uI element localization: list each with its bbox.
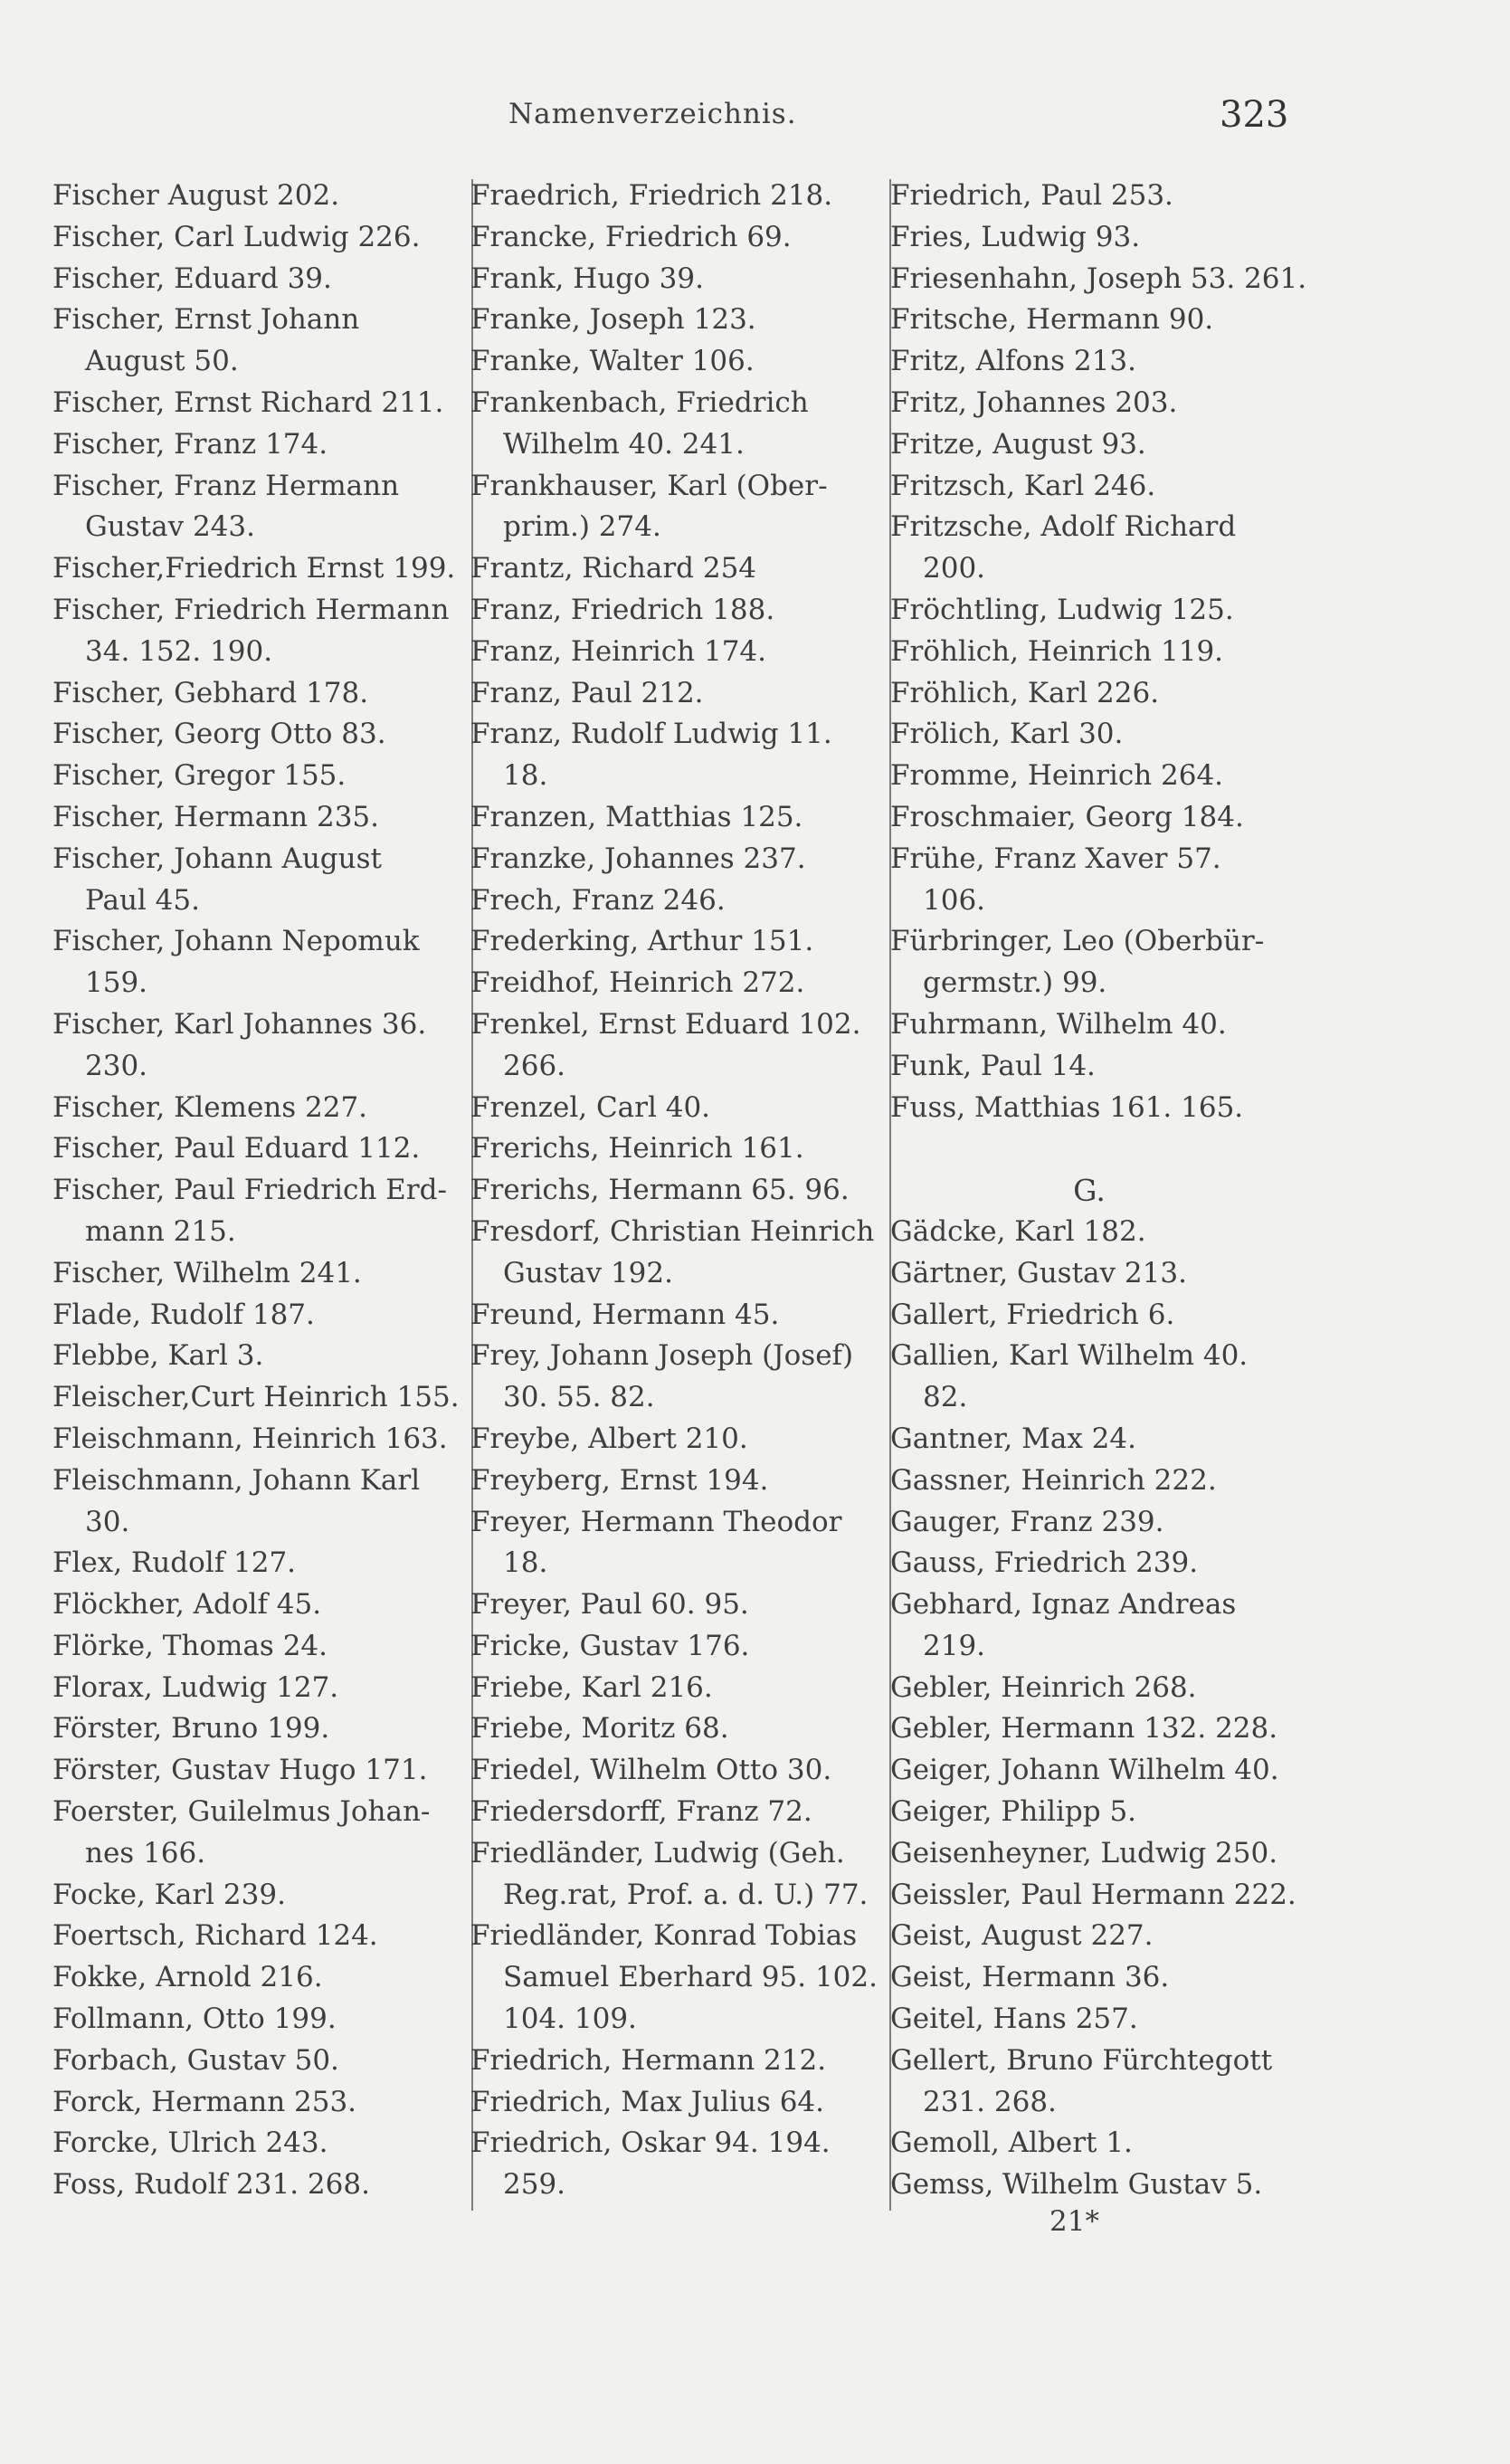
index-entry-continuation: prim.) 274. [503,510,661,544]
index-entry: Frey, Johann Joseph (Josef) [470,1339,854,1373]
index-entry: Fischer,Friedrich Ernst 199. [52,552,456,585]
index-column-2 [470,176,878,2206]
index-entry: Friedrich, Oskar 94. 194. [470,2126,831,2160]
index-entry-continuation: Samuel Eberhard 95. 102. [503,1961,878,1994]
index-entry: Flade, Rudolf 187. [52,1298,315,1331]
index-entry: Franke, Joseph 123. [470,303,756,337]
index-entry: Friedrich, Paul 253. [890,179,1173,212]
index-entry: Geiger, Philipp 5. [890,1795,1137,1829]
index-entry: Fischer, Hermann 235. [52,800,380,833]
index-entry: Gellert, Bruno Fürchtegott [890,2043,1273,2077]
index-entry-continuation: 106. [923,883,986,917]
index-entry: Fischer, Franz Hermann [52,469,400,502]
index-entry: Fries, Ludwig 93. [890,220,1141,253]
index-entry: Freidhof, Heinrich 272. [470,966,805,1000]
index-entry-continuation: August 50. [85,345,239,378]
index-entry: Friedersdorff, Franz 72. [470,1795,812,1829]
index-entry: Fresdorf, Christian Heinrich [470,1214,875,1248]
index-entry: Friedländer, Ludwig (Geh. [470,1836,845,1869]
index-entry-continuation: germstr.) 99. [923,966,1107,1000]
index-entry: Freyer, Hermann Theodor [470,1505,842,1538]
index-entry-continuation: Gustav 192. [503,1256,673,1289]
index-entry: Fischer, Friedrich Hermann [52,593,450,626]
index-entry: Fokke, Arnold 216. [52,1961,323,1994]
index-entry-continuation: Reg.rat, Prof. a. d. U.) 77. [503,1878,869,1911]
index-entry-continuation: Paul 45. [85,883,200,917]
index-entry: Fischer, Klemens 227. [52,1090,368,1124]
index-entry-continuation: 230. [85,1049,148,1082]
index-entry: Fritsche, Hermann 90. [890,303,1214,337]
index-entry: Fischer, Carl Ludwig 226. [52,220,421,253]
index-entry: Froschmaier, Georg 184. [890,800,1244,833]
index-entry: Fischer, Wilhelm 241. [52,1256,362,1289]
index-entry: Fritzsche, Adolf Richard [890,510,1237,544]
index-entry-continuation: 30. [85,1505,130,1538]
index-entry: Foertsch, Richard 124. [52,1919,378,1953]
index-entry: Foerster, Guilelmus Johan- [52,1795,431,1829]
index-entry: Franzke, Johannes 237. [470,842,806,875]
index-entry-continuation: 30. 55. 82. [503,1381,655,1414]
index-entry: Franke, Walter 106. [470,345,755,378]
index-entry: Gauger, Franz 239. [890,1505,1164,1538]
index-entry: Fritz, Alfons 213. [890,345,1136,378]
index-entry: Fischer, Gebhard 178. [52,676,369,709]
index-entry: Geissler, Paul Hermann 222. [890,1878,1296,1911]
index-entry: Fritz, Johannes 203. [890,385,1178,419]
index-entry-continuation: 231. 268. [923,2085,1057,2118]
index-entry: Gemss, Wilhelm Gustav 5. [890,2168,1263,2202]
index-column-3 [890,176,1306,2206]
section-gap [890,1128,1306,1170]
index-entry: Fürbringer, Leo (Oberbür- [890,925,1265,958]
index-entry: Geiger, Johann Wilhelm 40. [890,1754,1279,1787]
index-entry: Fischer, Paul Eduard 112. [52,1132,421,1165]
page-number: 323 [1220,94,1289,136]
index-entry: Flöckher, Adolf 45. [52,1588,322,1622]
index-entry: Frölich, Karl 30. [890,718,1124,751]
index-entry: Flebbe, Karl 3. [52,1339,264,1373]
index-entry: Forcke, Ulrich 243. [52,2126,328,2160]
index-entry: Francke, Friedrich 69. [470,220,792,253]
index-entry: Gädcke, Karl 182. [890,1214,1146,1248]
index-entry: Fromme, Heinrich 264. [890,759,1224,793]
index-entry: Förster, Bruno 199. [52,1712,330,1746]
index-entry: Fischer, Franz 174. [52,427,328,461]
index-entry: Follmann, Otto 199. [52,2003,337,2036]
index-entry: Frederking, Arthur 151. [470,925,814,958]
index-entry: Fischer, Gregor 155. [52,759,347,793]
index-entry: Gebhard, Ignaz Andreas [890,1588,1237,1622]
index-entry: Frankhauser, Karl (Ober- [470,469,828,502]
index-entry: Frenzel, Carl 40. [470,1090,711,1124]
index-entry-continuation: 259. [503,2168,566,2202]
index-entry: Focke, Karl 239. [52,1878,286,1911]
index-entry: Fritze, August 93. [890,427,1146,461]
index-entry: Frantz, Richard 254 [470,552,757,585]
index-entry: Fischer, Ernst Richard 211. [52,385,444,419]
index-entry: Fischer, Paul Friedrich Erd- [52,1174,447,1207]
index-entry: Gantner, Max 24. [890,1422,1136,1455]
index-entry: Fröhlich, Karl 226. [890,676,1160,709]
index-entry: Florax, Ludwig 127. [52,1670,339,1704]
index-entry: Gemoll, Albert 1. [890,2126,1133,2160]
index-entry: Frerichs, Hermann 65. 96. [470,1174,850,1207]
index-entry: Fischer, Johann Nepomuk [52,925,420,958]
index-entry: Frerichs, Heinrich 161. [470,1132,804,1165]
index-entry: Frank, Hugo 39. [470,262,704,295]
index-entry: Flörke, Thomas 24. [52,1629,328,1662]
index-entry: Fischer August 202. [52,179,340,212]
index-entry: Fischer, Eduard 39. [52,262,332,295]
index-entry-continuation: 18. [503,1546,548,1580]
index-entry: Friebe, Karl 216. [470,1670,713,1704]
index-entry: Frech, Franz 246. [470,883,726,917]
index-entry-continuation: 18. [503,759,548,793]
index-entry: Fröhlich, Heinrich 119. [890,634,1224,668]
index-entry-continuation: 266. [503,1049,566,1082]
index-entry: Foss, Rudolf 231. 268. [52,2168,370,2202]
index-entry: Gebler, Heinrich 268. [890,1670,1197,1704]
index-entry: Forck, Hermann 253. [52,2085,357,2118]
index-entry: Förster, Gustav Hugo 171. [52,1754,428,1787]
index-entry-continuation: 104. 109. [503,2003,637,2036]
index-entry: Gallien, Karl Wilhelm 40. [890,1339,1249,1373]
index-entry: Gassner, Heinrich 222. [890,1463,1217,1497]
index-entry: Geitel, Hans 257. [890,2003,1138,2036]
index-entry: Franz, Heinrich 174. [470,634,767,668]
index-entry-continuation: Wilhelm 40. 241. [503,427,745,461]
index-entry: Geist, Hermann 36. [890,1961,1170,1994]
index-entry: Franz, Paul 212. [470,676,704,709]
index-entry: Friedel, Wilhelm Otto 30. [470,1754,832,1787]
index-entry: Fischer, Ernst Johann [52,303,360,337]
index-entry-continuation: 219. [923,1629,986,1662]
index-entry: Geisenheyner, Ludwig 250. [890,1836,1278,1869]
index-entry-continuation: 82. [923,1381,968,1414]
index-entry: Fröchtling, Ludwig 125. [890,593,1234,626]
index-entry: Fleischer,Curt Heinrich 155. [52,1381,460,1414]
index-entry-continuation: 159. [85,966,148,1000]
index-column-1 [52,176,460,2206]
index-entry: Fritzsch, Karl 246. [890,469,1156,502]
index-entry: Gärtner, Gustav 213. [890,1256,1187,1289]
index-entry: Fuhrmann, Wilhelm 40. [890,1007,1227,1041]
index-entry: Frühe, Franz Xaver 57. [890,842,1221,875]
running-title: Namenverzeichnis. [508,98,797,130]
index-entry-continuation: 200. [923,552,986,585]
index-entry: Freund, Hermann 45. [470,1298,780,1331]
index-entry: Forbach, Gustav 50. [52,2043,339,2077]
index-entry: Friedrich, Hermann 212. [470,2043,827,2077]
index-entry: Frenkel, Ernst Eduard 102. [470,1007,861,1041]
index-entry: Fleischmann, Heinrich 163. [52,1422,448,1455]
index-entry: Frankenbach, Friedrich [470,385,809,419]
index-entry-continuation: mann 215. [85,1214,236,1248]
index-entry: Franzen, Matthias 125. [470,800,803,833]
index-entry: Fricke, Gustav 176. [470,1629,750,1662]
section-letter-heading: G. [1073,1173,1106,1209]
index-entry-continuation: Gustav 243. [85,510,255,544]
index-entry: Gebler, Hermann 132. 228. [890,1712,1278,1746]
index-entry: Freyberg, Ernst 194. [470,1463,769,1497]
index-entry: Freybe, Albert 210. [470,1422,748,1455]
index-entry: Franz, Rudolf Ludwig 11. [470,718,832,751]
index-entry: Fischer, Karl Johannes 36. [52,1007,427,1041]
index-entry: Friedländer, Konrad Tobias [470,1919,858,1953]
index-entry: Fischer, Johann August [52,842,382,875]
running-head [0,94,1510,143]
index-entry: Flex, Rudolf 127. [52,1546,297,1580]
index-entry: Fischer, Georg Otto 83. [52,718,386,751]
index-entry: Gallert, Friedrich 6. [890,1298,1175,1331]
index-entry: Geist, August 227. [890,1919,1154,1953]
signature-mark: 21* [1049,2205,1099,2238]
index-entry: Freyer, Paul 60. 95. [470,1588,749,1622]
index-entry: Fraedrich, Friedrich 218. [470,179,833,212]
index-entry: Fleischmann, Johann Karl [52,1463,421,1497]
index-entry: Franz, Friedrich 188. [470,593,775,626]
index-entry: Gauss, Friedrich 239. [890,1546,1199,1580]
index-entry: Friedrich, Max Julius 64. [470,2085,825,2118]
index-entry: Friebe, Moritz 68. [470,1712,729,1746]
index-entry: Friesenhahn, Joseph 53. 261. [890,262,1307,295]
index-entry-continuation: nes 166. [85,1836,206,1869]
index-entry: Funk, Paul 14. [890,1049,1096,1082]
index-entry-continuation: 34. 152. 190. [85,634,273,668]
index-entry: Fuss, Matthias 161. 165. [890,1090,1244,1124]
